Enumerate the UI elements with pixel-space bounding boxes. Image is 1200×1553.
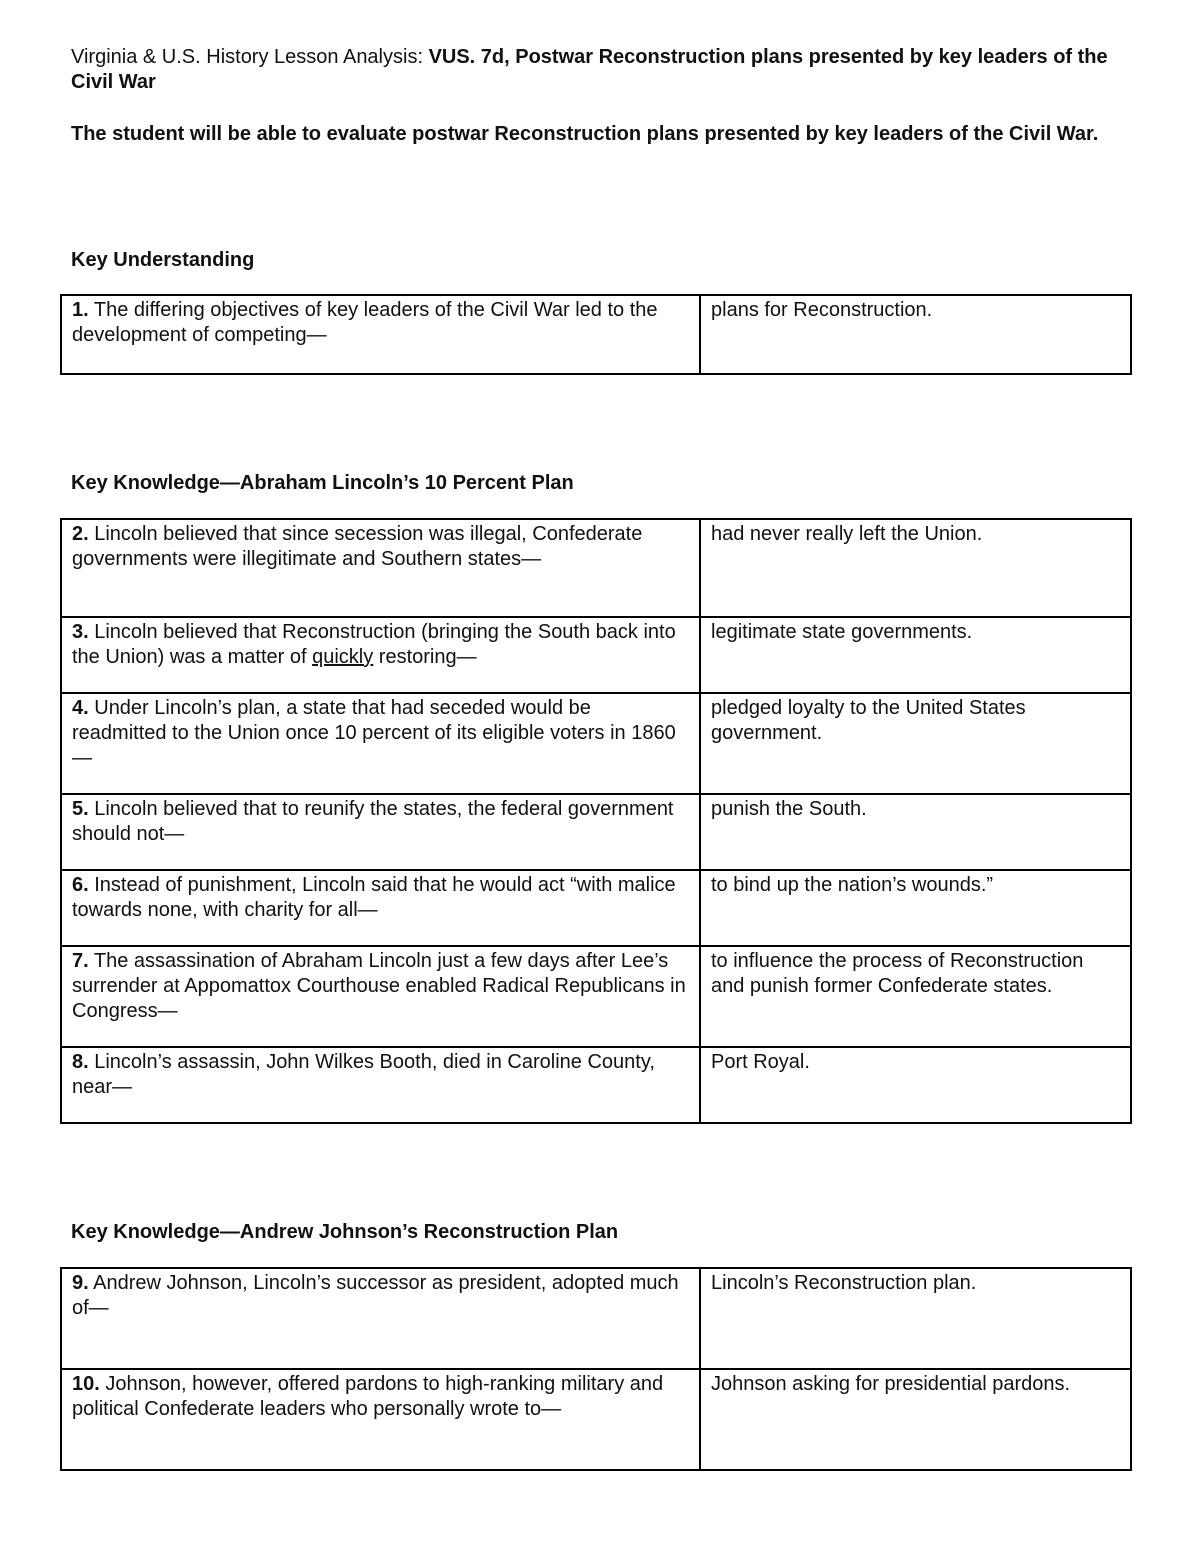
statement-cell [61, 870, 700, 946]
answer-cell: Lincoln’s Reconstruction plan. [700, 1268, 1131, 1369]
heading-key-understanding: Key Understanding [71, 249, 255, 271]
table-row [61, 946, 1131, 1047]
heading-lincoln-plan: Key Knowledge—Abraham Lincoln’s 10 Percent Plan [71, 472, 574, 494]
answer-cell: legitimate state governments. [700, 617, 1131, 693]
statement-cell [61, 693, 700, 794]
table-row [61, 295, 1131, 374]
table-row [61, 519, 1131, 617]
answer-cell: Port Royal. [700, 1047, 1131, 1123]
statement-text-end: restoring— [373, 646, 477, 668]
item-number: 9. [72, 1272, 89, 1294]
table-row [61, 870, 1131, 946]
statement-text: Lincoln believed that Reconstruction (bringing the South back into the Union) was a matter of [72, 621, 676, 668]
table-row [61, 693, 1131, 794]
title-standard: VUS. 7d, Postwar Reconstruction plans presented by key leaders of the Civil War [71, 46, 1108, 93]
statement-text: Lincoln’s assassin, John Wilkes Booth, died in Caroline County, near— [72, 1051, 655, 1098]
item-number: 10. [72, 1373, 100, 1395]
table-key-understanding [60, 294, 1132, 375]
statement-cell [61, 794, 700, 870]
table-lincoln-plan [60, 518, 1132, 1124]
table-row [61, 1369, 1131, 1470]
document-title [71, 45, 1131, 95]
statement-text: Lincoln believed that since secession was illegal, Confederate governments were illegitimate and Southern states— [72, 523, 643, 570]
statement-cell [61, 519, 700, 617]
answer-cell: plans for Reconstruction. [700, 295, 1131, 374]
statement-text: Under Lincoln’s plan, a state that had seceded would be readmitted to the Union once 10 percent of its eligible voters in 1860— [72, 697, 676, 769]
answer-cell: pledged loyalty to the United States government. [700, 693, 1131, 794]
answer-cell: punish the South. [700, 794, 1131, 870]
statement-cell [61, 617, 700, 693]
statement-text: The assassination of Abraham Lincoln just a few days after Lee’s surrender at Appomattox Courthouse enabled Radical Republicans in Congress— [72, 950, 686, 1022]
item-number: 5. [72, 798, 89, 820]
answer-cell: to bind up the nation’s wounds.” [700, 870, 1131, 946]
statement-cell [61, 1268, 700, 1369]
underlined-word: quickly [312, 646, 374, 668]
item-number: 2. [72, 523, 89, 545]
title-prefix: Virginia & U.S. History Lesson Analysis: [71, 46, 429, 68]
item-number: 1. [72, 299, 89, 321]
statement-cell [61, 295, 700, 374]
item-number: 7. [72, 950, 89, 972]
statement-text: The differing objectives of key leaders of the Civil War led to the development of competing— [72, 299, 658, 346]
statement-text: Lincoln believed that to reunify the states, the federal government should not— [72, 798, 674, 845]
table-row [61, 1047, 1131, 1123]
statement-text: Instead of punishment, Lincoln said that he would act “with malice towards none, with charity for all— [72, 874, 676, 921]
answer-cell: Johnson asking for presidential pardons. [700, 1369, 1131, 1470]
statement-cell [61, 1047, 700, 1123]
statement-text: Johnson, however, offered pardons to high-ranking military and political Confederate leaders who personally wrote to— [72, 1373, 664, 1420]
item-number: 3. [72, 621, 89, 643]
table-row [61, 794, 1131, 870]
answer-cell: to influence the process of Reconstruction and punish former Confederate states. [700, 946, 1131, 1047]
heading-johnson-plan: Key Knowledge—Andrew Johnson’s Reconstruction Plan [71, 1221, 619, 1243]
learning-objective: The student will be able to evaluate postwar Reconstruction plans presented by key leaders of the Civil War. [71, 123, 1099, 145]
item-number: 8. [72, 1051, 89, 1073]
table-row [61, 1268, 1131, 1369]
table-row [61, 617, 1131, 693]
statement-cell [61, 946, 700, 1047]
table-johnson-plan [60, 1267, 1132, 1471]
item-number: 6. [72, 874, 89, 896]
statement-cell [61, 1369, 700, 1470]
answer-cell: had never really left the Union. [700, 519, 1131, 617]
statement-text: Andrew Johnson, Lincoln’s successor as president, adopted much of— [72, 1272, 679, 1319]
item-number: 4. [72, 697, 89, 719]
